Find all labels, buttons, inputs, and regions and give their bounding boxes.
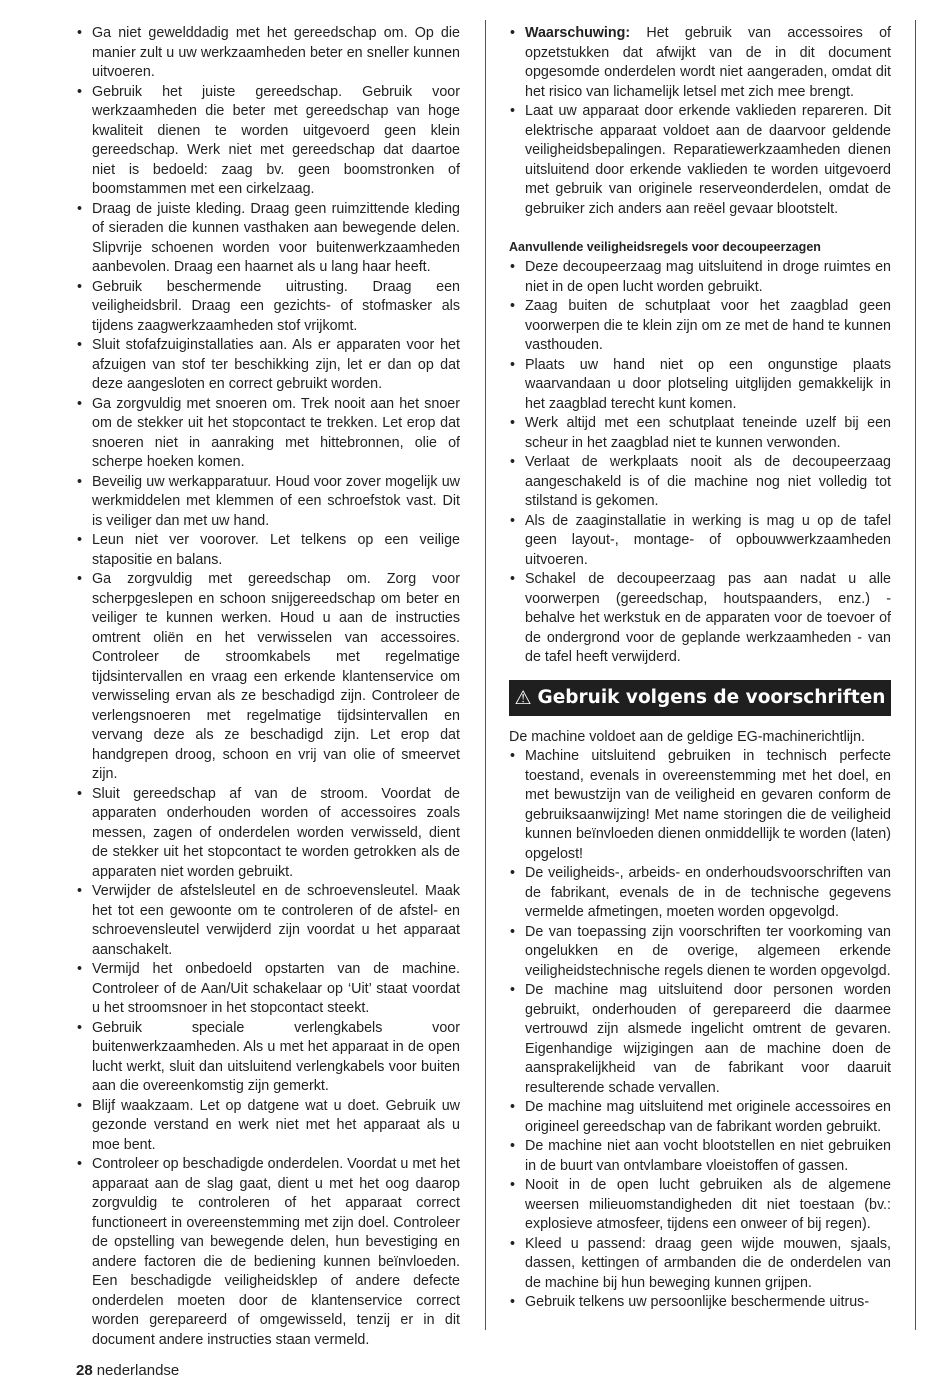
list-item: • Ga zorgvuldig met snoeren om. Trek nooit aan het snoer om de stekker uit het stopcontact te trekken. Let erop dat snoeren niet in aanraking met hittebronnen, olie of scherpe hoeken komen. xyxy=(76,395,460,473)
usage-list xyxy=(509,747,891,1313)
list-item: • Werk altijd met een schutplaat teneinde uzelf bij een scheur in het zaagblad niet te kunnen verwonden. xyxy=(509,414,891,453)
left-column xyxy=(76,24,460,1350)
list-item: • Leun niet ver voorover. Let telkens op een veilige stapositie en balans. xyxy=(76,531,460,570)
list-item: • Zaag buiten de schutplaat voor het zaagblad geen voorwerpen die te klein zijn om ze met de hand te kunnen vasthouden. xyxy=(509,297,891,356)
list-item: • Sluit stofafzuiginstallaties aan. Als er apparaten voor het afzuigen van stof ter beschikking zijn, let er dan op dat deze aangesloten en correct gebruikt worden. xyxy=(76,336,460,395)
right-column xyxy=(509,24,891,1313)
list-item: • Machine uitsluitend gebruiken in technisch perfecte toestand, evenals in overeenstemming met het doel, en met bewustzijn van de veiligheid en gevaren conform de gebruiksaanwijzing! Met name storingen die de veiligheid kunnen beïnvloeden dienen onmiddellijk te worden (laten) opgelost! xyxy=(509,747,891,864)
banner-title: Gebruik volgens de voorschriften xyxy=(537,687,886,708)
list-item: • Nooit in de open lucht gebruiken als de algemene weersen milieuomstandigheden dit niet toestaan (bv.: explosieve atmosfeer, tijdens een onweer of bij regen). xyxy=(509,1176,891,1235)
section-subheading: Aanvullende veiligheidsregels voor decoupeerzagen xyxy=(509,240,821,254)
list-item: • Sluit gereedschap af van de stroom. Voordat de apparaten onderhouden worden of accessoires zoals messen, zagen of onderdelen worden verwisseld, dient de stekker uit het stopcontact te worden getrokken als de apparaten niet worden gebruikt. xyxy=(76,785,460,883)
list-item: • Gebruik beschermende uitrusting. Draag een veiligheidsbril. Draag een gezichts- of stofmasker als tijdens zaagwerkzaamheden stof vrijkomt. xyxy=(76,278,460,337)
list-item: • Ga niet gewelddadig met het gereedschap om. Op die manier zult u uw werkzaamheden beter en sneller kunnen uitvoeren. xyxy=(76,24,460,83)
list-item: • Deze decoupeerzaag mag uitsluitend in droge ruimtes en niet in de open lucht worden gebruikt. xyxy=(509,258,891,297)
list-item: • Plaats uw hand niet op een ongunstige plaats waarvandaan u door plotseling uitglijden gemakkelijk in het zaagblad terecht kunt komen. xyxy=(509,356,891,415)
list-item: • Verwijder de afstelsleutel en de schroevensleutel. Maak het tot een gewoonte om te controleren of de afstel- en schroevensleutel verwijderd zijn voordat u het apparaat aanschakelt. xyxy=(76,882,460,960)
list-item: • De machine mag uitsluitend door personen worden gebruikt, onderhouden of gerepareerd die daarmee vertrouwd zijn alsmede ingelicht omtrent de gevaren. Eigenhandige wijzigingen aan de machine doen de aansprakelijkheid van de fabrikant voor daaruit resulterende schade vervallen. xyxy=(509,981,891,1098)
column-divider xyxy=(485,20,486,1330)
intro-text: De machine voldoet aan de geldige EG-machinerichtlijn. xyxy=(509,728,866,745)
list-item: • De machine mag uitsluitend met originele accessoires en origineel gereedschap van de fabrikant worden gebruikt. xyxy=(509,1098,891,1137)
list-item: • Draag de juiste kleding. Draag geen ruimzittende kleding of sieraden die kunnen vasthaken aan bewegende delen. Slipvrije schoenen worden voor buitenwerkzaamheden aanbevolen. Draag een haarnet als u lang haar heeft. xyxy=(76,200,460,278)
list-item: • Gebruik het juiste gereedschap. Gebruik voor werkzaamheden die beter met gereedschap van hoge kwaliteit dienen te worden uitgevoerd geen klein gereedschap. Werk niet met gereedschap dat daartoe niet is bedoeld: zaag bv. geen boomstronken of boomstammen met een cirkelzaag. xyxy=(76,83,460,200)
list-item: • Kleed u passend: draag geen wijde mouwen, sjaals, dassen, kettingen of armbanden die de onderdelen van de machine bij hun beweging kunnen grijpen. xyxy=(509,1235,891,1294)
list-item: • Gebruik speciale verlengkabels voor buitenwerkzaamheden. Als u met het apparaat in de open lucht werkt, sluit dan uitsluitend verlengkabels voor buiten aan die overeenkomstig zijn gemerkt. xyxy=(76,1019,460,1097)
list-item: • Ga zorgvuldig met gereedschap om. Zorg voor scherpgeslepen en schoon snijgereedschap om beter en veiliger te kunnen werken. Houd u aan de instructies omtrent oliën en het verwisselen van accessoires. Controleer de stroomkabels met regelmatige tijdsintervallen en vraag een erkende klantenservice om verwisseling ervan als ze beschadigd zijn. Controleer de verlengsnoeren met regelmatige tijdsintervallen en vervang deze als ze beschadigd zijn. Let erop dat handgrepen droog, schoon en vrij van olie of smeervet zijn. xyxy=(76,570,460,785)
list-item: • De veiligheids-, arbeids- en onderhoudsvoorschriften van de fabrikant, evenals de in de technische gegevens vermelde afmetingen, moeten worden opgevolgd. xyxy=(509,864,891,923)
list-item: • Blijf waakzaam. Let op datgene wat u doet. Gebruik uw gezonde verstand en werk niet met het apparaat als u moe bent. xyxy=(76,1097,460,1156)
list-item: • Verlaat de werkplaats nooit als de decoupeerzaag aangeschakeld is of die machine nog niet volledig tot stilstand is gekomen. xyxy=(509,453,891,512)
list-item: • De machine niet aan vocht blootstellen en niet gebruiken in de buurt van ontvlambare vloeistoffen of gassen. xyxy=(509,1137,891,1176)
page-number: 28 xyxy=(76,1362,93,1379)
list-item: • De van toepassing zijn voorschriften ter voorkoming van ongelukken en de overige, algemeen erkende veiligheidstechnische regels dienen te worden opgevolgd. xyxy=(509,923,891,982)
list-item: • Als de zaaginstallatie in werking is mag u op de tafel geen layout-, montage- of opbouwwerkzaamheden uitvoeren. xyxy=(509,512,891,571)
jigsaw-rules-list xyxy=(509,258,891,668)
list-item: • Beveilig uw werkapparatuur. Houd voor zover mogelijk uw werkmiddelen met klemmen of een schroefstok vast. Dit is veiliger dan met uw hand. xyxy=(76,473,460,532)
warning-text: Het gebruik van accessoires of opzetstukken dat afwijkt van de in dit document opgesomde onderdelen wordt niet aangeraden, omdat dit het risico van lichamelijk letsel met zich mee brengt. xyxy=(525,25,891,100)
section-banner xyxy=(509,680,891,716)
footer-language: nederlandse xyxy=(96,1362,180,1379)
list-item: • Controleer op beschadigde onderdelen. Voordat u met het apparaat aan de slag gaat, dient u met het oog daarop zorgvuldig te controleren of het apparaat correct functioneert in overeenstemming met zijn doel. Controleer de opstelling van bewegende delen, hun bevestiging en andere factoren die de bediening kunnen beïnvloeden. Een beschadigde veiligheidsklep of andere defecte onderdelen moeten door de klantenservice correct worden gerepareerd of omgewisseld, tenzij er in dit document andere instructies staan vermeld. xyxy=(76,1155,460,1350)
warning-item xyxy=(509,24,891,102)
list-item: • Laat uw apparaat door erkende vaklieden repareren. Dit elektrische apparaat voldoet aan de daarvoor geldende veiligheidsbepalingen. Reparatiewerkzaamheden dienen uitsluitend door erkende vaklieden te worden uitgevoerd met gebruik van originele reserveonderdelen, omdat de gebruiker zich anders aan reëel gevaar blootstelt. xyxy=(509,102,891,219)
top-list xyxy=(509,24,891,219)
safety-list xyxy=(76,24,460,1350)
list-item: • Gebruik telkens uw persoonlijke beschermende uitrus- xyxy=(509,1293,891,1313)
list-item: • Vermijd het onbedoeld opstarten van de machine. Controleer of de Aan/Uit schakelaar op ‘Uit’ staat voordat u het stroomsnoer in het stopcontact steekt. xyxy=(76,960,460,1019)
warning-triangle-icon: ⚠ xyxy=(514,686,532,709)
right-margin-rule xyxy=(915,20,916,1330)
page-footer xyxy=(76,1362,179,1380)
list-item: • Schakel de decoupeerzaag pas aan nadat u alle voorwerpen (gereedschap, houtspaanders, enz.) - behalve het werkstuk en de apparaten voor de toevoer of de ondergrond voor de geplande werkzaamheden - van de tafel heeft verwijderd. xyxy=(509,570,891,668)
warning-label: Waarschuwing: xyxy=(525,25,631,41)
